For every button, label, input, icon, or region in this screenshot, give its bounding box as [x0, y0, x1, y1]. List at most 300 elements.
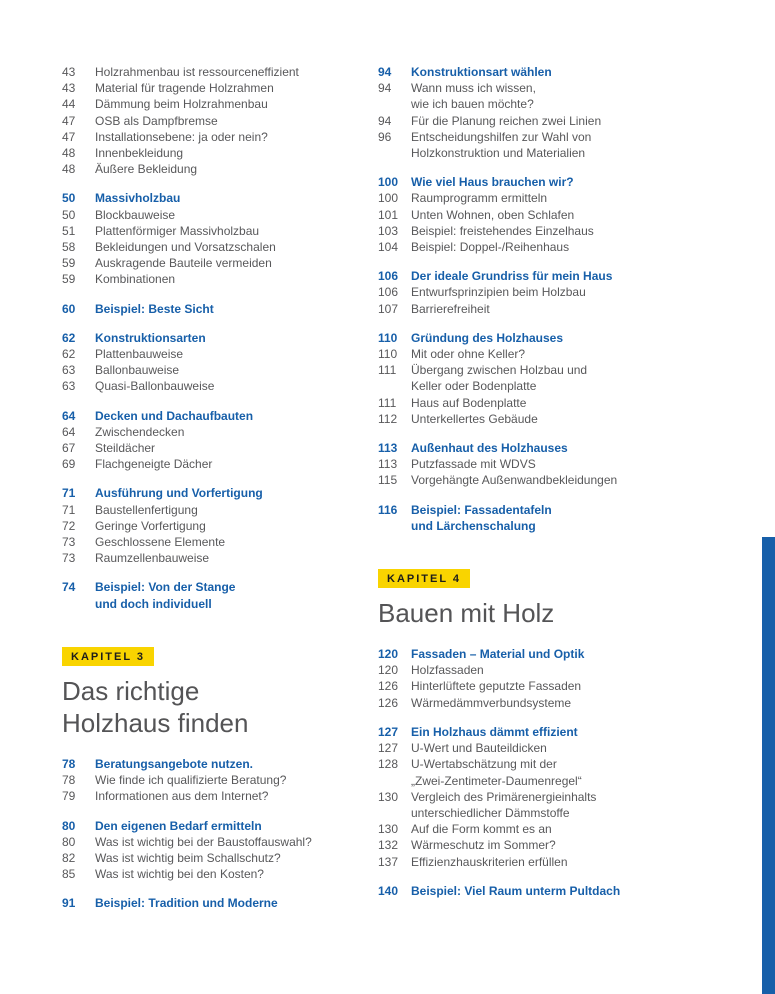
- toc-entry-label: [95, 850, 281, 866]
- toc-entry: [378, 789, 723, 821]
- toc-page-number: 58: [62, 240, 76, 255]
- toc-entry-label: [411, 789, 596, 821]
- toc-entry-label: [95, 223, 259, 239]
- toc-page-number: 107: [378, 301, 399, 316]
- toc-entry: [378, 740, 723, 756]
- toc-entry-label: [411, 740, 547, 756]
- chapter-kicker: KAPITEL 4: [378, 569, 470, 588]
- toc-page-number: 106: [378, 285, 399, 300]
- toc-group: [62, 330, 372, 395]
- toc-page-number: 101: [378, 207, 399, 222]
- chapter-title: [62, 675, 372, 739]
- toc-page-number: 48: [62, 146, 76, 161]
- toc-entry-line: Zwischendecken: [95, 424, 185, 439]
- toc-entry-label: [411, 395, 526, 411]
- toc-page-number: 74: [62, 580, 76, 595]
- toc-page-number: 130: [378, 789, 399, 804]
- toc-group: [62, 756, 372, 805]
- toc-entry-label: [95, 378, 214, 394]
- toc-entry-label: [95, 362, 179, 378]
- toc-entry: [378, 883, 723, 899]
- toc-entry: [62, 190, 372, 206]
- toc-group: [62, 485, 372, 566]
- toc-entry-label: [95, 64, 299, 80]
- toc-page-number: 96: [378, 129, 392, 144]
- toc-entry-line: Ein Holzhaus dämmt effizient: [411, 724, 578, 739]
- toc-entry-line: Kombinationen: [95, 272, 176, 287]
- toc-entry: [62, 550, 372, 566]
- toc-entry-line: Unten Wohnen, oben Schlafen: [411, 207, 575, 222]
- chapter-title-line: Bauen mit Holz: [378, 598, 555, 629]
- toc-entry: [62, 239, 372, 255]
- toc-page-number: 140: [378, 883, 399, 898]
- toc-entry-line: Vergleich des Primärenergieinhalts: [411, 789, 597, 804]
- toc-entry: [62, 534, 372, 550]
- toc-entry-line: Beispiel: Fassadentafeln: [411, 502, 552, 517]
- toc-group: [62, 64, 372, 177]
- toc-page-number: 111: [378, 395, 397, 410]
- toc-entry-line: Wann muss ich wissen,: [411, 81, 536, 96]
- toc-entry-label: [411, 502, 552, 534]
- toc-entry: [378, 646, 723, 662]
- toc-entry: [378, 80, 723, 112]
- toc-entry-line: Geringe Vorfertigung: [95, 518, 206, 533]
- toc-entry-label: [411, 854, 568, 870]
- toc-entry: [378, 174, 723, 190]
- chapter-title-line: Das richtige: [62, 675, 200, 706]
- toc-entry-line: Holzfassaden: [411, 663, 484, 678]
- toc-entry: [378, 395, 723, 411]
- toc-page-number: 62: [62, 347, 76, 362]
- toc-entry-line: Beispiel: Von der Stange: [95, 580, 236, 595]
- toc-entry-line: Entwurfsprinzipien beim Holzbau: [411, 285, 586, 300]
- toc-page-number: 110: [378, 330, 398, 345]
- toc-entry-label: [95, 271, 175, 287]
- toc-page-number: 113: [378, 441, 398, 456]
- toc-entry-line: Beispiel: Doppel-/Reihenhaus: [411, 240, 570, 255]
- toc-entry-label: [95, 408, 253, 424]
- toc-entry-label: [411, 411, 538, 427]
- toc-entry-label: [95, 485, 263, 501]
- toc-page-number: 62: [62, 330, 76, 345]
- toc-entry-label: [411, 64, 552, 80]
- toc-entry-label: [95, 440, 155, 456]
- toc-group: [62, 301, 372, 317]
- toc-page-number: 48: [62, 162, 76, 177]
- toc-page-number: 116: [378, 502, 398, 517]
- toc-entry: [62, 424, 372, 440]
- toc-page-number: 63: [62, 363, 76, 378]
- toc-entry-label: [411, 678, 581, 694]
- toc-entry: [62, 113, 372, 129]
- toc-page-number: 71: [62, 486, 76, 501]
- toc-entry-line: Außenhaut des Holzhauses: [411, 441, 568, 456]
- toc-entry: [62, 64, 372, 80]
- toc-page-number: 51: [62, 223, 76, 238]
- toc-entry-line: Plattenförmiger Massivholzbau: [95, 223, 260, 238]
- toc-group: [378, 64, 723, 161]
- toc-entry-line: Putzfassade mit WDVS: [411, 457, 536, 472]
- toc-page-number: 82: [62, 850, 76, 865]
- toc-entry: [378, 837, 723, 853]
- toc-entry-line: Baustellenfertigung: [95, 502, 198, 517]
- toc-page-number: 137: [378, 854, 399, 869]
- toc-entry-line: Wärmedämmverbundsysteme: [411, 695, 572, 710]
- left-column: [62, 64, 372, 925]
- toc-entry-line: Fassaden – Material und Optik: [411, 647, 585, 662]
- toc-entry-label: [95, 518, 206, 534]
- toc-entry-line: Massivholzbau: [95, 191, 181, 206]
- toc-entry-label: [95, 424, 184, 440]
- toc-page-number: 132: [378, 838, 399, 853]
- toc-page-number: 111: [378, 363, 397, 378]
- toc-entry: [62, 456, 372, 472]
- chapter-divider: [378, 569, 723, 629]
- toc-entry-label: [411, 662, 484, 678]
- toc-page-number: 67: [62, 441, 76, 456]
- toc-page-number: 91: [62, 896, 76, 911]
- toc-entry-label: [95, 756, 253, 772]
- toc-entry: [378, 502, 723, 534]
- toc-page-number: 115: [378, 473, 398, 488]
- toc-entry-line: Innenbekleidung: [95, 146, 184, 161]
- toc-entry-label: [411, 330, 563, 346]
- toc-page-number: 43: [62, 65, 76, 79]
- toc-entry-label: [411, 113, 601, 129]
- toc-entry: [378, 821, 723, 837]
- toc-entry-line: Blockbauweise: [95, 207, 176, 222]
- toc-entry-line: Beispiel: Tradition und Moderne: [95, 896, 278, 911]
- toc-entry-label: [411, 440, 568, 456]
- toc-entry-line: Für die Planung reichen zwei Linien: [411, 113, 602, 128]
- toc-entry: [62, 145, 372, 161]
- toc-entry: [378, 346, 723, 362]
- toc-entry-line: Was ist wichtig bei der Baustoffauswahl?: [95, 834, 312, 849]
- toc-entry: [62, 207, 372, 223]
- toc-entry: [378, 662, 723, 678]
- toc-entry-label: [95, 113, 218, 129]
- toc-group: [378, 174, 723, 255]
- toc-page-number: 64: [62, 408, 76, 423]
- toc-entry: [378, 695, 723, 711]
- toc-group: [378, 883, 723, 899]
- toc-page-number: 78: [62, 756, 76, 771]
- toc-entry-label: [95, 834, 312, 850]
- toc-entry-line: Beispiel: Beste Sicht: [95, 301, 214, 316]
- toc-entry-line: Raumzellenbauweise: [95, 551, 210, 566]
- toc-entry-label: [411, 456, 536, 472]
- toc-entry: [62, 301, 372, 317]
- toc-entry: [378, 301, 723, 317]
- toc-group: [62, 895, 372, 911]
- toc-entry-label: [95, 866, 264, 882]
- toc-entry-line: Übergang zwischen Holzbau und: [411, 363, 588, 378]
- toc-entry-line: Bekleidungen und Vorsatzschalen: [95, 240, 276, 255]
- toc-entry-line: Raumprogramm ermitteln: [411, 191, 548, 206]
- toc-entry-label: [411, 821, 552, 837]
- toc-page-number: 100: [378, 191, 399, 206]
- toc-entry-line: Ausführung und Vorfertigung: [95, 486, 263, 501]
- toc-entry: [62, 408, 372, 424]
- toc-entry-line: Äußere Bekleidung: [95, 162, 198, 177]
- toc-entry-label: [411, 301, 490, 317]
- toc-entry: [62, 96, 372, 112]
- toc-page-number: 44: [62, 97, 76, 112]
- toc-entry-line: Geschlossene Elemente: [95, 535, 226, 550]
- toc-entry-line: Holzkonstruktion und Materialien: [411, 146, 586, 161]
- toc-entry-label: [95, 239, 276, 255]
- toc-entry-label: [95, 895, 278, 911]
- toc-entry: [378, 678, 723, 694]
- toc-entry-label: [95, 190, 180, 206]
- toc-entry-line: Installationsebene: ja oder nein?: [95, 129, 268, 144]
- toc-entry-line: Konstruktionsart wählen: [411, 65, 552, 79]
- toc-entry-label: [95, 550, 209, 566]
- toc-page-number: 72: [62, 518, 76, 533]
- toc-page-number: 127: [378, 724, 399, 739]
- toc-entry-line: Wie finde ich qualifizierte Beratung?: [95, 773, 287, 788]
- toc-entry-line: Konstruktionsarten: [95, 330, 206, 345]
- toc-entry: [378, 724, 723, 740]
- toc-page-number: 50: [62, 207, 76, 222]
- toc-entry-line: Beispiel: Viel Raum unterm Pultdach: [411, 883, 621, 898]
- toc-entry-line: Quasi-Ballonbauweise: [95, 379, 215, 394]
- toc-page-number: 64: [62, 424, 76, 439]
- toc-entry-label: [411, 756, 582, 788]
- toc-page-number: 120: [378, 647, 399, 662]
- toc-page-number: 85: [62, 867, 76, 882]
- toc-entry-line: Vorgehängte Außenwandbekleidungen: [411, 473, 618, 488]
- toc-entry: [378, 330, 723, 346]
- toc-entry-line: Auf die Form kommt es an: [411, 822, 552, 837]
- toc-entry: [378, 284, 723, 300]
- toc-entry-line: Was ist wichtig beim Schallschutz?: [95, 850, 281, 865]
- chapter-divider: [62, 647, 372, 739]
- toc-entry: [378, 223, 723, 239]
- toc-entry-label: [411, 223, 594, 239]
- toc-entry-line: Flachgeneigte Dächer: [95, 457, 213, 472]
- toc-entry: [378, 64, 723, 80]
- toc-entry: [62, 129, 372, 145]
- toc-group: [62, 579, 372, 611]
- toc-page-number: 94: [378, 113, 392, 128]
- toc-page-number: 130: [378, 822, 399, 837]
- toc-page-number: 43: [62, 81, 76, 96]
- toc-page-number: 78: [62, 773, 76, 788]
- toc-page-number: 73: [62, 551, 76, 566]
- toc-group: [378, 502, 723, 534]
- toc-entry: [62, 161, 372, 177]
- chapter-title-line: Holzhaus finden: [62, 707, 249, 738]
- toc-entry-line: Wärmeschutz im Sommer?: [411, 838, 556, 853]
- toc-entry-line: Beratungsangebote nutzen.: [95, 756, 254, 771]
- toc-entry: [378, 268, 723, 284]
- toc-page-number: 127: [378, 741, 399, 756]
- toc-entry-line: Material für tragende Holzrahmen: [95, 81, 274, 96]
- toc-entry: [378, 472, 723, 488]
- toc-entry-label: [411, 284, 586, 300]
- toc-group: [378, 646, 723, 711]
- toc-entry-label: [411, 174, 574, 190]
- toc-entry: [378, 411, 723, 427]
- toc-entry-line: Den eigenen Bedarf ermitteln: [95, 818, 262, 833]
- toc-entry-line: Entscheidungshilfen zur Wahl von: [411, 129, 592, 144]
- toc-page-number: 126: [378, 695, 399, 710]
- toc-page-number: 94: [378, 81, 392, 96]
- toc-entry-line: Informationen aus dem Internet?: [95, 789, 269, 804]
- toc-entry-line: Beispiel: freistehendes Einzelhaus: [411, 223, 594, 238]
- toc-entry-label: [95, 788, 268, 804]
- toc-group: [62, 818, 372, 883]
- toc-entry: [378, 362, 723, 394]
- toc-entry: [62, 485, 372, 501]
- toc-page-number: 103: [378, 223, 399, 238]
- toc-entry: [62, 756, 372, 772]
- toc-entry-line: Unterkellertes Gebäude: [411, 411, 538, 426]
- toc-entry: [62, 255, 372, 271]
- toc-page-number: 60: [62, 301, 76, 316]
- toc-page-number: 47: [62, 129, 76, 144]
- toc-page-number: 80: [62, 834, 76, 849]
- toc-entry: [62, 579, 372, 611]
- toc-entry-label: [411, 190, 547, 206]
- toc-entry: [62, 330, 372, 346]
- toc-page-number: 50: [62, 191, 76, 206]
- toc-entry-line: Keller oder Bodenplatte: [411, 379, 537, 394]
- toc-entry-label: [411, 695, 571, 711]
- toc-entry-label: [95, 502, 198, 518]
- toc-entry-line: „Zwei-Zentimeter-Daumenregel“: [411, 773, 582, 788]
- toc-entry: [378, 456, 723, 472]
- toc-entry-label: [411, 883, 620, 899]
- toc-entry-line: unterschiedlicher Dämmstoffe: [411, 805, 570, 820]
- toc-entry-label: [95, 96, 268, 112]
- toc-entry-line: wie ich bauen möchte?: [411, 97, 534, 112]
- toc-entry-label: [411, 472, 617, 488]
- toc-entry-line: Mit oder ohne Keller?: [411, 347, 526, 362]
- toc-entry-line: Wie viel Haus brauchen wir?: [411, 175, 574, 190]
- toc-entry-line: Holzrahmenbau ist ressourceneffizient: [95, 65, 299, 79]
- toc-entry: [62, 772, 372, 788]
- chapter-title: [378, 597, 723, 629]
- toc-page-number: 47: [62, 113, 76, 128]
- toc-entry-label: [95, 207, 175, 223]
- toc-entry: [62, 271, 372, 287]
- toc-page-number: 128: [378, 757, 399, 772]
- toc-entry-label: [95, 301, 214, 317]
- toc-entry: [378, 440, 723, 456]
- toc-entry-label: [95, 772, 286, 788]
- toc-entry-label: [411, 239, 569, 255]
- toc-entry: [378, 113, 723, 129]
- toc-entry: [62, 850, 372, 866]
- toc-entry-line: Auskragende Bauteile vermeiden: [95, 256, 272, 271]
- toc-entry-label: [95, 145, 183, 161]
- toc-page-number: 63: [62, 379, 76, 394]
- toc-entry: [62, 223, 372, 239]
- toc-entry: [378, 854, 723, 870]
- toc-page-number: 120: [378, 663, 399, 678]
- toc-entry-label: [411, 362, 587, 394]
- right-column: [378, 64, 723, 912]
- toc-page-number: 59: [62, 272, 76, 287]
- toc-entry-label: [95, 330, 206, 346]
- toc-entry: [378, 190, 723, 206]
- toc-entry: [378, 239, 723, 255]
- toc-entry-line: und Lärchenschalung: [411, 518, 536, 533]
- toc-entry: [62, 440, 372, 456]
- toc-entry-line: Barrierefreiheit: [411, 301, 490, 316]
- toc-group: [378, 440, 723, 489]
- toc-entry-label: [95, 534, 225, 550]
- toc-entry-label: [95, 579, 235, 611]
- toc-group: [62, 190, 372, 287]
- toc-entry: [378, 756, 723, 788]
- toc-entry-line: Dämmung beim Holzrahmenbau: [95, 97, 268, 112]
- toc-entry-label: [411, 646, 584, 662]
- toc-entry-label: [95, 161, 197, 177]
- toc-entry-label: [95, 346, 183, 362]
- toc-entry: [62, 502, 372, 518]
- toc-entry-label: [95, 456, 212, 472]
- toc-entry-line: Der ideale Grundriss für mein Haus: [411, 269, 613, 284]
- toc-entry-label: [411, 129, 591, 161]
- toc-entry: [62, 362, 372, 378]
- chapter-edge-tab: [762, 537, 775, 994]
- toc-entry: [62, 80, 372, 96]
- toc-page-number: 80: [62, 818, 76, 833]
- toc-group: [62, 408, 372, 473]
- toc-page-number: 79: [62, 789, 76, 804]
- toc-entry-line: U-Wertabschätzung mit der: [411, 757, 557, 772]
- toc-page-number: 100: [378, 175, 399, 190]
- toc-entry: [378, 207, 723, 223]
- toc-entry: [62, 788, 372, 804]
- toc-entry-line: Effizienzhauskriterien erfüllen: [411, 854, 568, 869]
- toc-entry-line: Ballonbauweise: [95, 363, 180, 378]
- toc-entry-line: Haus auf Bodenplatte: [411, 395, 527, 410]
- toc-entry-line: OSB als Dampfbremse: [95, 113, 218, 128]
- toc-entry: [62, 346, 372, 362]
- toc-page-number: 73: [62, 535, 76, 550]
- toc-entry-line: Steildächer: [95, 441, 156, 456]
- toc-entry-label: [411, 346, 525, 362]
- toc-entry: [62, 834, 372, 850]
- toc-entry-label: [95, 818, 262, 834]
- chapter-kicker: KAPITEL 3: [62, 647, 154, 666]
- toc-entry: [62, 378, 372, 394]
- toc-page-number: 126: [378, 679, 399, 694]
- toc-entry-line: und doch individuell: [95, 596, 212, 611]
- toc-page-number: 104: [378, 240, 399, 255]
- toc-entry: [62, 895, 372, 911]
- toc-entry: [62, 518, 372, 534]
- toc-group: [378, 268, 723, 317]
- toc-entry-label: [411, 724, 578, 740]
- toc-group: [378, 724, 723, 870]
- toc-page-number: 106: [378, 269, 399, 284]
- toc-entry-line: Decken und Dachaufbauten: [95, 408, 254, 423]
- toc-entry: [62, 866, 372, 882]
- toc-entry-label: [95, 255, 272, 271]
- toc-group: [378, 330, 723, 427]
- toc-entry-line: Was ist wichtig bei den Kosten?: [95, 867, 264, 882]
- toc-entry-label: [411, 80, 536, 112]
- toc-entry: [378, 129, 723, 161]
- toc-page-number: 59: [62, 256, 76, 271]
- toc-page-number: 69: [62, 457, 76, 472]
- toc-entry-label: [411, 837, 556, 853]
